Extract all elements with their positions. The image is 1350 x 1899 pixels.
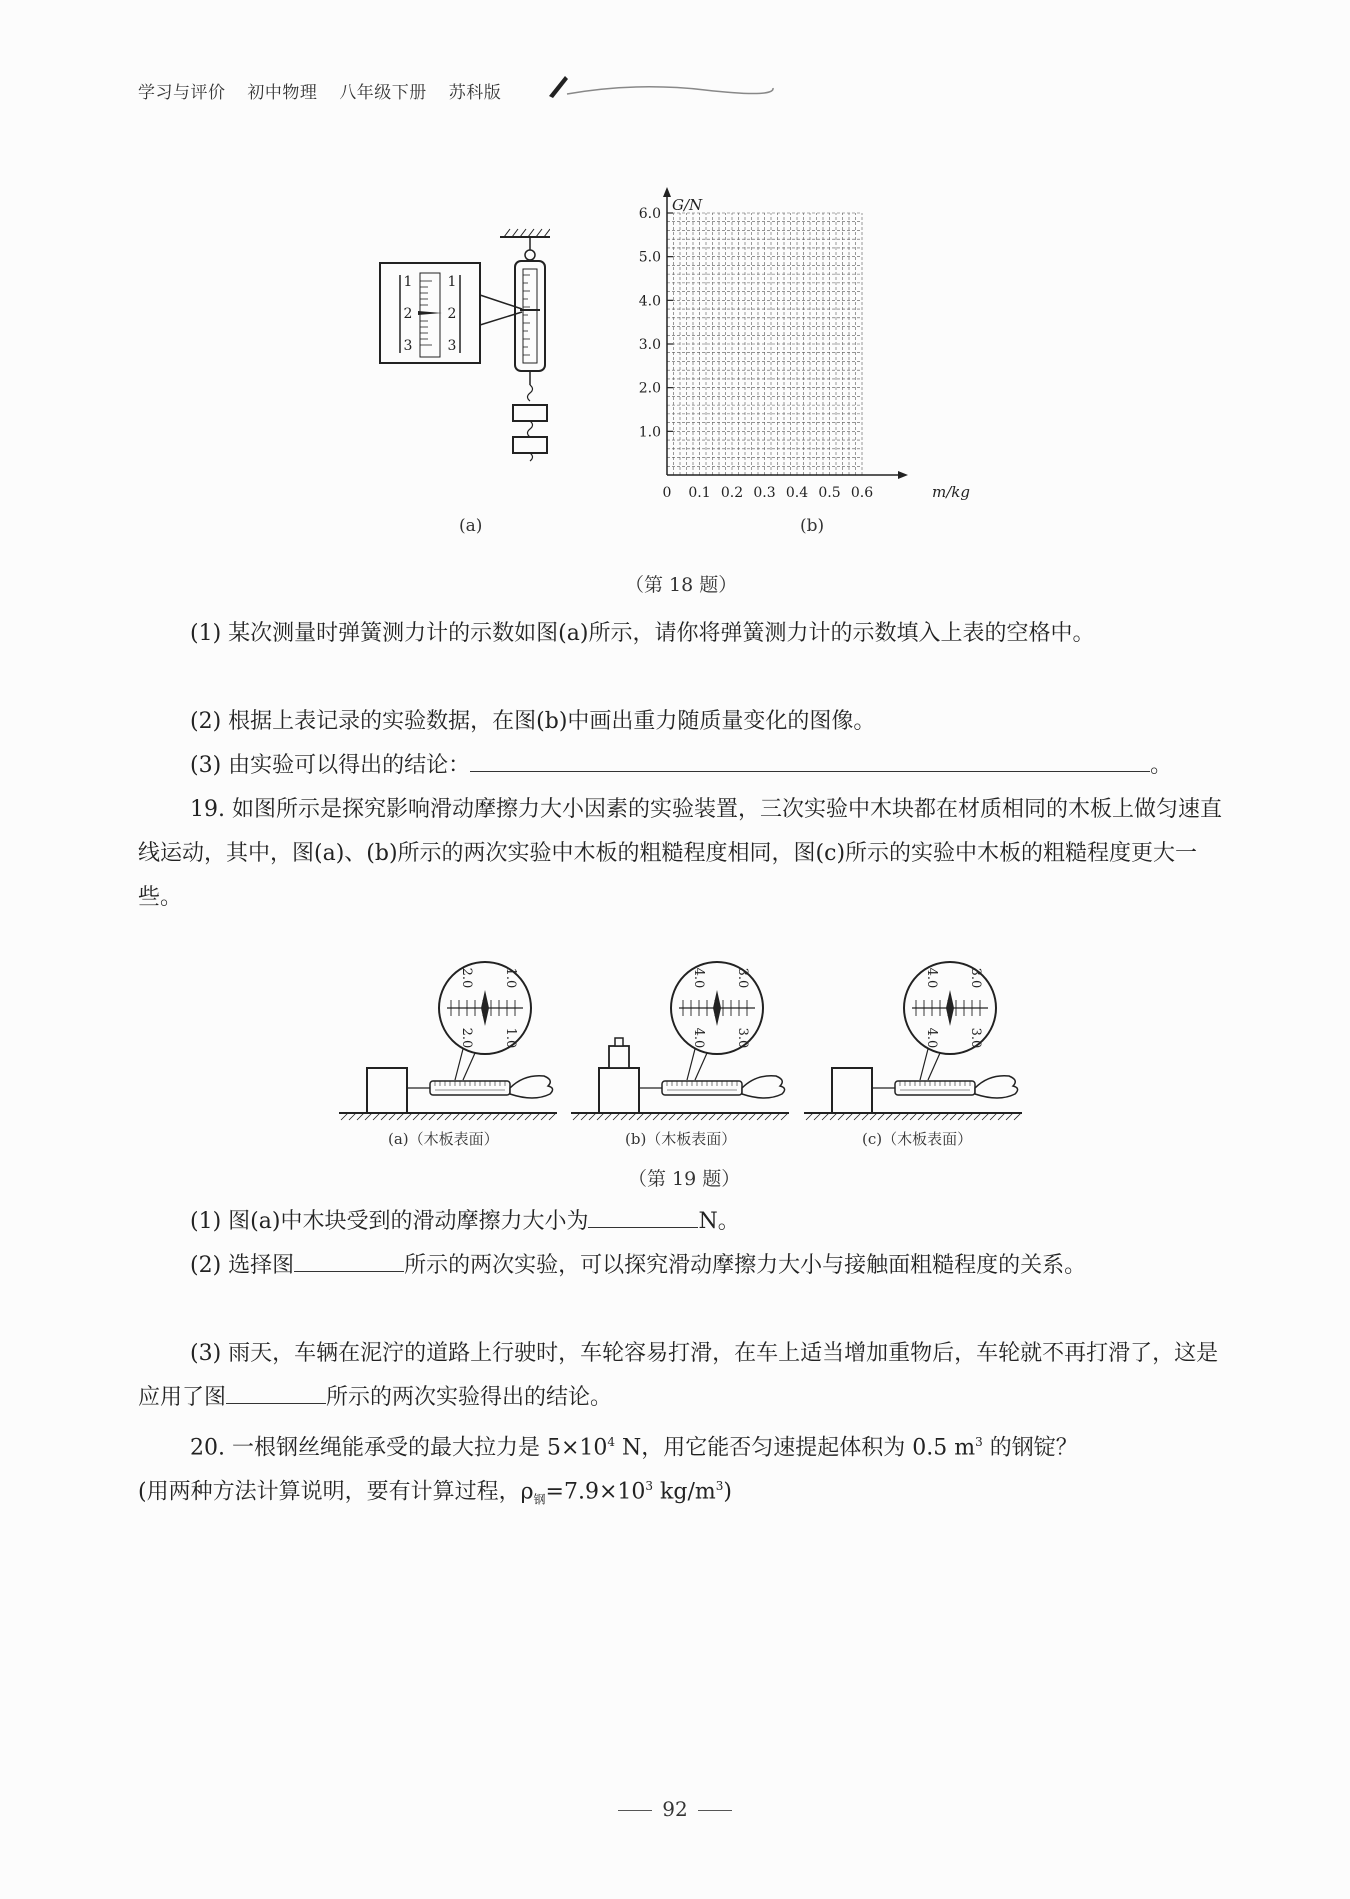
answer-blank-q19-2[interactable] [294, 1245, 404, 1272]
q18-part3-prefix: (3) 由实验可以得出的结论： [190, 753, 471, 778]
fig19b-label: (b)（木板表面） [625, 1130, 737, 1148]
y-tick-label: 2.0 [638, 380, 661, 397]
q20-exp2: 3 [975, 1435, 983, 1449]
dial-label-bottom-right: 3.0 [968, 1027, 983, 1049]
friction-experiment-figure [335, 940, 1025, 1155]
fig19-caption: （第 19 题） [628, 1168, 741, 1190]
page-header [138, 78, 517, 103]
q20-text-c: 的钢锭？ [982, 1435, 1078, 1461]
friction-setup-2 [571, 962, 789, 1120]
x-tick-label: 0.3 [753, 485, 776, 501]
chart-ticks [639, 206, 873, 501]
q20-text-g: ) [723, 1479, 732, 1505]
fig18a-label: (a) [459, 516, 483, 536]
dial-label-top-left: 2.0 [459, 967, 474, 989]
scale-right-3: 3 [447, 338, 457, 354]
x-tick-label: 0.5 [818, 485, 841, 501]
answer-blank-q19-1[interactable] [588, 1201, 698, 1228]
q20-text-f: kg/m [653, 1479, 716, 1505]
answer-blank-q18-3[interactable] [470, 745, 1150, 772]
y-axis-label: G/N [672, 196, 703, 214]
q19-part1-prefix: (1) 图(a)中木块受到的滑动摩擦力大小为 [190, 1209, 589, 1234]
x-tick-label: 0.2 [720, 485, 744, 501]
q18-part3 [138, 744, 1228, 788]
q20-text-d: (用两种方法计算说明，要有计算过程，ρ [138, 1479, 534, 1505]
friction-setup-1 [339, 962, 557, 1120]
friction-setup-3 [804, 962, 1022, 1120]
wooden-block [832, 1068, 872, 1113]
dial-label-top-right: 1.0 [503, 967, 518, 989]
dial-label-top-left: 4.0 [691, 967, 706, 989]
q20-exp4: 3 [715, 1479, 724, 1493]
x-axis-arrow [898, 471, 908, 479]
hand-icon [975, 1076, 1018, 1098]
q18-part3-suffix: 。 [1150, 753, 1173, 778]
y-tick-label: 1.0 [638, 424, 661, 441]
page-number-text: 92 [662, 1797, 688, 1821]
header-subject: 初中物理 [247, 83, 318, 103]
spring-scale-figure [370, 225, 550, 475]
header-grade: 八年级下册 [339, 83, 427, 103]
fig19c-label: (c)（木板表面） [862, 1130, 973, 1148]
dial-label-bottom-left: 2.0 [459, 1027, 474, 1049]
x-tick-label: 0 [662, 485, 672, 501]
answer-blank-q19-3[interactable] [226, 1377, 326, 1404]
dial-label-bottom-left: 4.0 [691, 1027, 706, 1049]
scale-right-2: 2 [447, 306, 457, 322]
y-tick-label: 6.0 [638, 206, 661, 222]
pen-decoration-icon [545, 72, 775, 102]
gravity-mass-chart [620, 185, 1000, 505]
q19-part3 [138, 1332, 1228, 1420]
scale-left-1: 1 [403, 274, 413, 290]
dial-label-bottom-right: 3.0 [735, 1027, 750, 1049]
x-tick-label: 0.1 [688, 485, 711, 501]
q20-line2 [138, 1464, 1228, 1522]
fig18b-label: (b) [800, 516, 825, 536]
header-edition: 苏科版 [448, 83, 502, 103]
q20-rho-sub: 钢 [533, 1492, 546, 1507]
q20-text-e: =7.9×10 [545, 1479, 646, 1505]
dial-label-top-right: 3.0 [735, 967, 750, 989]
x-tick-label: 0.6 [850, 485, 874, 501]
weight-on-block [609, 1046, 629, 1068]
q19-part2 [138, 1244, 1228, 1288]
q19-part2-prefix: (2) 选择图 [190, 1253, 295, 1278]
header-series: 学习与评价 [138, 83, 226, 103]
y-tick-label: 4.0 [638, 293, 661, 310]
q19-part2-suffix: 所示的两次实验，可以探究滑动摩擦力大小与接触面粗糙程度的关系。 [404, 1253, 1087, 1278]
q19-part3-prefix: (3) 雨天，车辆在泥泞的道路上行驶时，车轮容易打滑，在车上适当增加重物后，车轮就不再打滑了，这是应用了图 [138, 1341, 1219, 1410]
q20-line1 [138, 1420, 1228, 1470]
y-tick-label: 3.0 [638, 337, 661, 353]
q20-exp1: 4 [607, 1435, 616, 1449]
dial-label-top-left: 4.0 [924, 967, 939, 989]
dial-label-bottom-left: 4.0 [924, 1027, 939, 1049]
q18-part2: (2) 根据上表记录的实验数据，在图(b)中画出重力随质量变化的图像。 [190, 709, 876, 734]
x-tick-label: 0.4 [785, 485, 809, 501]
q19-intro: 19. 如图所示是探究影响滑动摩擦力大小因素的实验装置，三次实验中木块都在材质相同的木板上做匀速直线运动，其中，图(a)、(b)所示的两次实验中木板的粗糙程度相同，图(c)所示的实验中木板的粗糙程度更大一些。 [138, 797, 1222, 910]
q20-text-a: 20. 一根钢丝绳能承受的最大拉力是 5×10 [190, 1435, 608, 1461]
dial-label-top-right: 3.0 [968, 967, 983, 989]
page-number [0, 1797, 1350, 1821]
q20-text-b: N，用它能否匀速提起体积为 0.5 m [615, 1435, 976, 1461]
q19-part3-suffix: 所示的两次实验得出的结论。 [326, 1385, 613, 1410]
scale-right-1: 1 [447, 274, 457, 290]
wooden-block [367, 1068, 407, 1113]
fig19a-label: (a)（木板表面） [388, 1130, 499, 1148]
y-tick-label: 5.0 [638, 249, 661, 266]
wooden-block [599, 1068, 639, 1113]
fig18-caption: （第 18 题） [625, 574, 738, 596]
q19-part1-suffix: N。 [698, 1209, 740, 1234]
x-axis-label: m/kg [932, 483, 970, 501]
hand-icon [510, 1076, 553, 1098]
hand-icon [742, 1076, 785, 1098]
scale-left-2: 2 [403, 306, 413, 322]
q19-part1 [138, 1200, 1228, 1244]
dial-label-bottom-right: 1.0 [503, 1027, 518, 1049]
y-axis-arrow [663, 187, 671, 197]
chart-grid [667, 213, 862, 475]
q18-part1: (1) 某次测量时弹簧测力计的示数如图(a)所示，请你将弹簧测力计的示数填入上表的空格中。 [190, 621, 1095, 646]
q20-exp3: 3 [645, 1479, 654, 1493]
scale-left-3: 3 [403, 338, 413, 354]
